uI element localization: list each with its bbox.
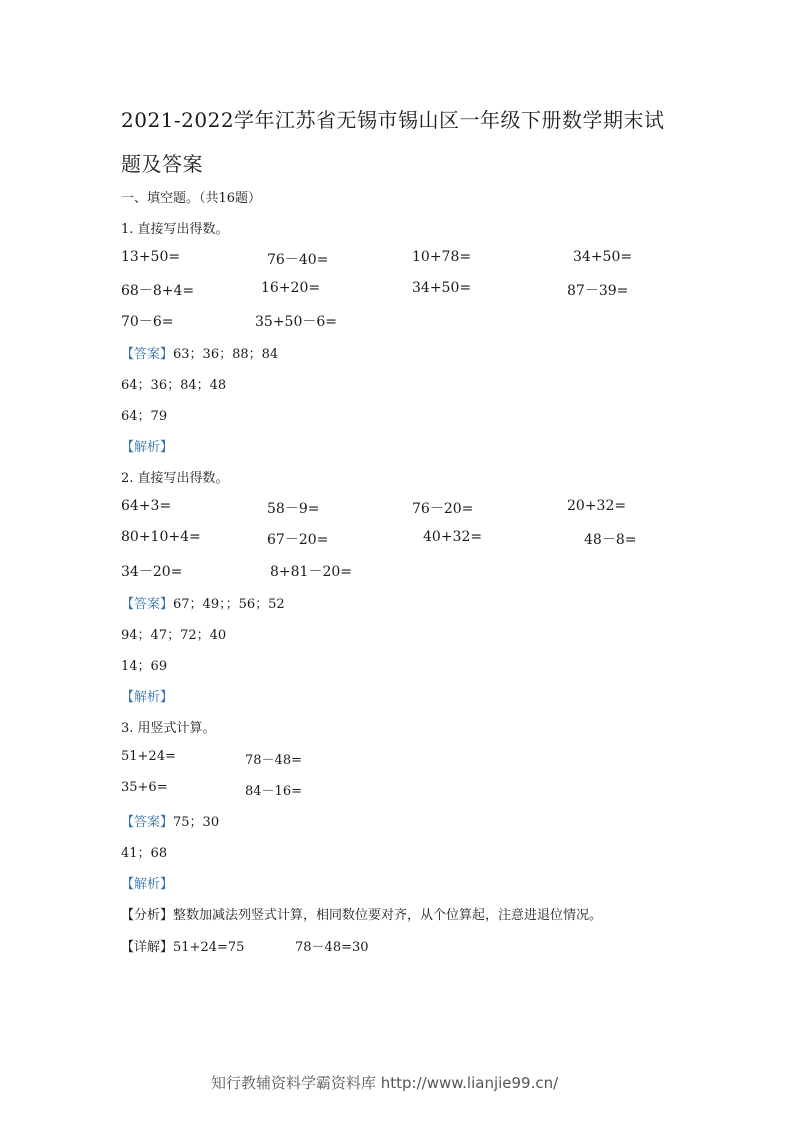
q2-problem: 58－9= [267, 501, 320, 517]
q2-problem: 67－20= [267, 532, 329, 548]
q3-problem: 35+6= [121, 780, 168, 795]
answer-text: 63；36；88；84 [173, 347, 279, 362]
answer-text: 67；49；；56；52 [173, 597, 285, 612]
q1-problem: 13+50= [121, 249, 181, 265]
q1-answer [121, 343, 278, 362]
q1-problem: 34+50= [573, 249, 633, 265]
answer-label: 【答案】 [121, 597, 174, 612]
q1-problem: 76－40= [267, 252, 329, 268]
q2-problem: 48－8= [584, 532, 637, 548]
q2-problem: 34－20= [121, 564, 183, 580]
q2-problem: 80+10+4= [121, 529, 201, 545]
q3-problem: 51+24= [121, 749, 176, 764]
q3-analysis-text: 【分析】整数加减法列竖式计算，相同数位要对齐，从个位算起，注意进退位情况。 [121, 908, 603, 923]
q2-problem: 64+3= [121, 498, 172, 514]
question-3-prompt: 3. 用竖式计算。 [121, 721, 216, 736]
q2-answer-line3: 14；69 [121, 659, 168, 674]
q3-analysis-label: 【解析】 [121, 877, 174, 892]
q1-analysis-label: 【解析】 [121, 440, 174, 455]
q3-problem: 84－16= [245, 784, 302, 799]
q1-problem: 87－39= [567, 283, 629, 299]
footer-watermark: 知行教辅资料学霸资料库 http://www.lianjie99.cn/ [211, 1074, 559, 1092]
q2-problem: 40+32= [423, 529, 483, 545]
q1-answer-line2: 64；36；84；48 [121, 378, 227, 393]
q3-answer [121, 811, 219, 830]
q2-answer-line2: 94；47；72；40 [121, 628, 227, 643]
q1-problem: 70－6= [121, 314, 174, 330]
question-2-prompt: 2. 直接写出得数。 [121, 471, 229, 486]
document-title-line1: 2021-2022学年江苏省无锡市锡山区一年级下册数学期末试 [121, 108, 665, 132]
q2-problem: 20+32= [567, 498, 627, 514]
q3-problem: 78－48= [245, 753, 302, 768]
answer-text: 75；30 [173, 815, 220, 830]
section-heading: 一、填空题。（共16题） [121, 191, 262, 206]
q1-problem: 34+50= [412, 280, 472, 296]
q3-answer-line2: 41；68 [121, 846, 168, 861]
question-1-prompt: 1. 直接写出得数。 [121, 222, 229, 237]
detail-label: 【详解】 [121, 940, 174, 955]
detail-step: 51+24=75 [173, 940, 245, 955]
q1-problem: 68－8+4= [121, 283, 195, 299]
q1-answer-line3: 64；79 [121, 409, 168, 424]
q1-problem: 16+20= [261, 280, 321, 296]
answer-label: 【答案】 [121, 347, 174, 362]
document-title-line2: 题及答案 [121, 152, 203, 176]
q2-answer [121, 593, 285, 612]
q2-problem: 8+81－20= [270, 564, 352, 580]
q3-detail [121, 936, 244, 955]
q1-problem: 35+50－6= [255, 314, 337, 330]
detail-step: 78－48=30 [295, 940, 369, 955]
q1-problem: 10+78= [412, 249, 472, 265]
q2-problem: 76－20= [412, 501, 474, 517]
q2-analysis-label: 【解析】 [121, 690, 174, 705]
answer-label: 【答案】 [121, 815, 174, 830]
